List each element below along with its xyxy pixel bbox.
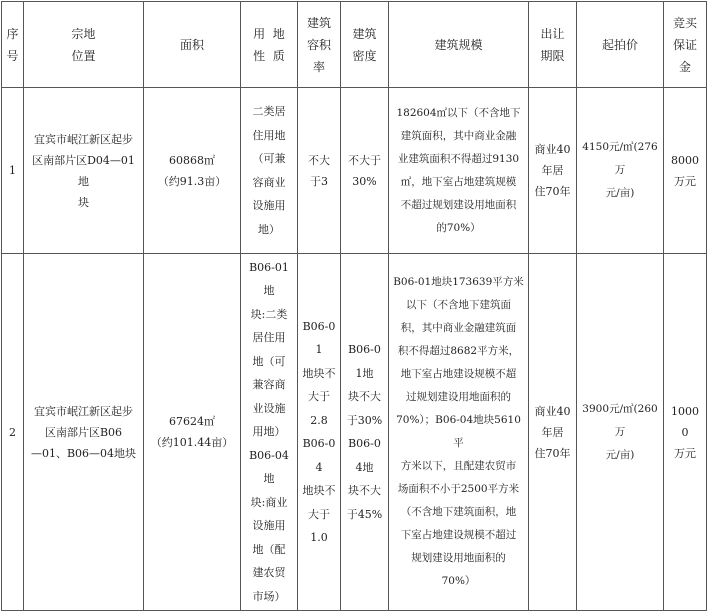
cell-seq: 1: [2, 88, 24, 254]
cell-start-price: 3900元/㎡(260万 元/亩): [577, 254, 664, 611]
header-land-use: 用 地 性 质: [241, 2, 298, 88]
header-scale: 建筑规模: [389, 2, 529, 88]
cell-seq: 2: [2, 254, 24, 611]
cell-term: 商业40 年居 住70年: [529, 254, 577, 611]
cell-area: 60868㎡ （约91.3亩）: [144, 88, 241, 254]
header-location: 宗地 位置: [24, 2, 144, 88]
cell-scale: 182604㎡以下（不含地下 建筑面积，其中商业金融 业建筑面积不得超过9130 ㎡，地下室占地建筑规模 不超过规划建设用地面积 的70%）: [389, 88, 529, 254]
land-auction-table: [1, 1, 707, 611]
cell-plot-ratio: 不大 于3: [298, 88, 341, 254]
table-row: [2, 254, 707, 611]
cell-location: 宜宾市岷江新区起步 区南部片区D04—01地 块: [24, 88, 144, 254]
table-row: [2, 88, 707, 254]
table-header-row: [2, 2, 707, 88]
cell-deposit: 8000 万元: [664, 88, 707, 254]
header-start-price: 起拍价: [577, 2, 664, 88]
cell-deposit: 10000 万元: [664, 254, 707, 611]
header-plot-ratio: 建筑 容积 率: [298, 2, 341, 88]
header-deposit: 竞买 保证 金: [664, 2, 707, 88]
header-seq: 序 号: [2, 2, 24, 88]
cell-location: 宜宾市岷江新区起步 区南部片区B06 —01、B06—04地块: [24, 254, 144, 611]
cell-land-use: 二类居 住用地 （可兼 容商业 设施用 地）: [241, 88, 298, 254]
cell-start-price: 4150元/㎡(276万 元/亩): [577, 88, 664, 254]
header-density: 建筑 密度: [341, 2, 389, 88]
cell-density: B06-01地 块不大 于30% B06-04地 块不大 于45%: [341, 254, 389, 611]
header-term: 出让 期限: [529, 2, 577, 88]
header-area: 面积: [144, 2, 241, 88]
cell-density: 不大于 30%: [341, 88, 389, 254]
cell-scale: B06-01地块173639平方米 以下（不含地下建筑面 积，其中商业金融建筑面 积不得超过8682平方米， 地下室占地建设规模不超 过规划建设用地面积的 70%）；B06-04地块5610平 方米以下，且配建农贸市 场面积不小于2500平方米 （不含地下建筑面积，地 下室占地建设规模不超过 规划建设用地面积的 70%）: [389, 254, 529, 611]
cell-term: 商业40 年居 住70年: [529, 88, 577, 254]
cell-plot-ratio: B06-01 地块不 大于 2.8 B06-04 地块不 大于 1.0: [298, 254, 341, 611]
cell-land-use: B06-01地 块:二类 居住用 地（可 兼容商 业设施 用地） B06-04地 块:商业 设施用 地（配 建农贸 市场）: [241, 254, 298, 611]
cell-area: 67624㎡ （约101.44亩）: [144, 254, 241, 611]
